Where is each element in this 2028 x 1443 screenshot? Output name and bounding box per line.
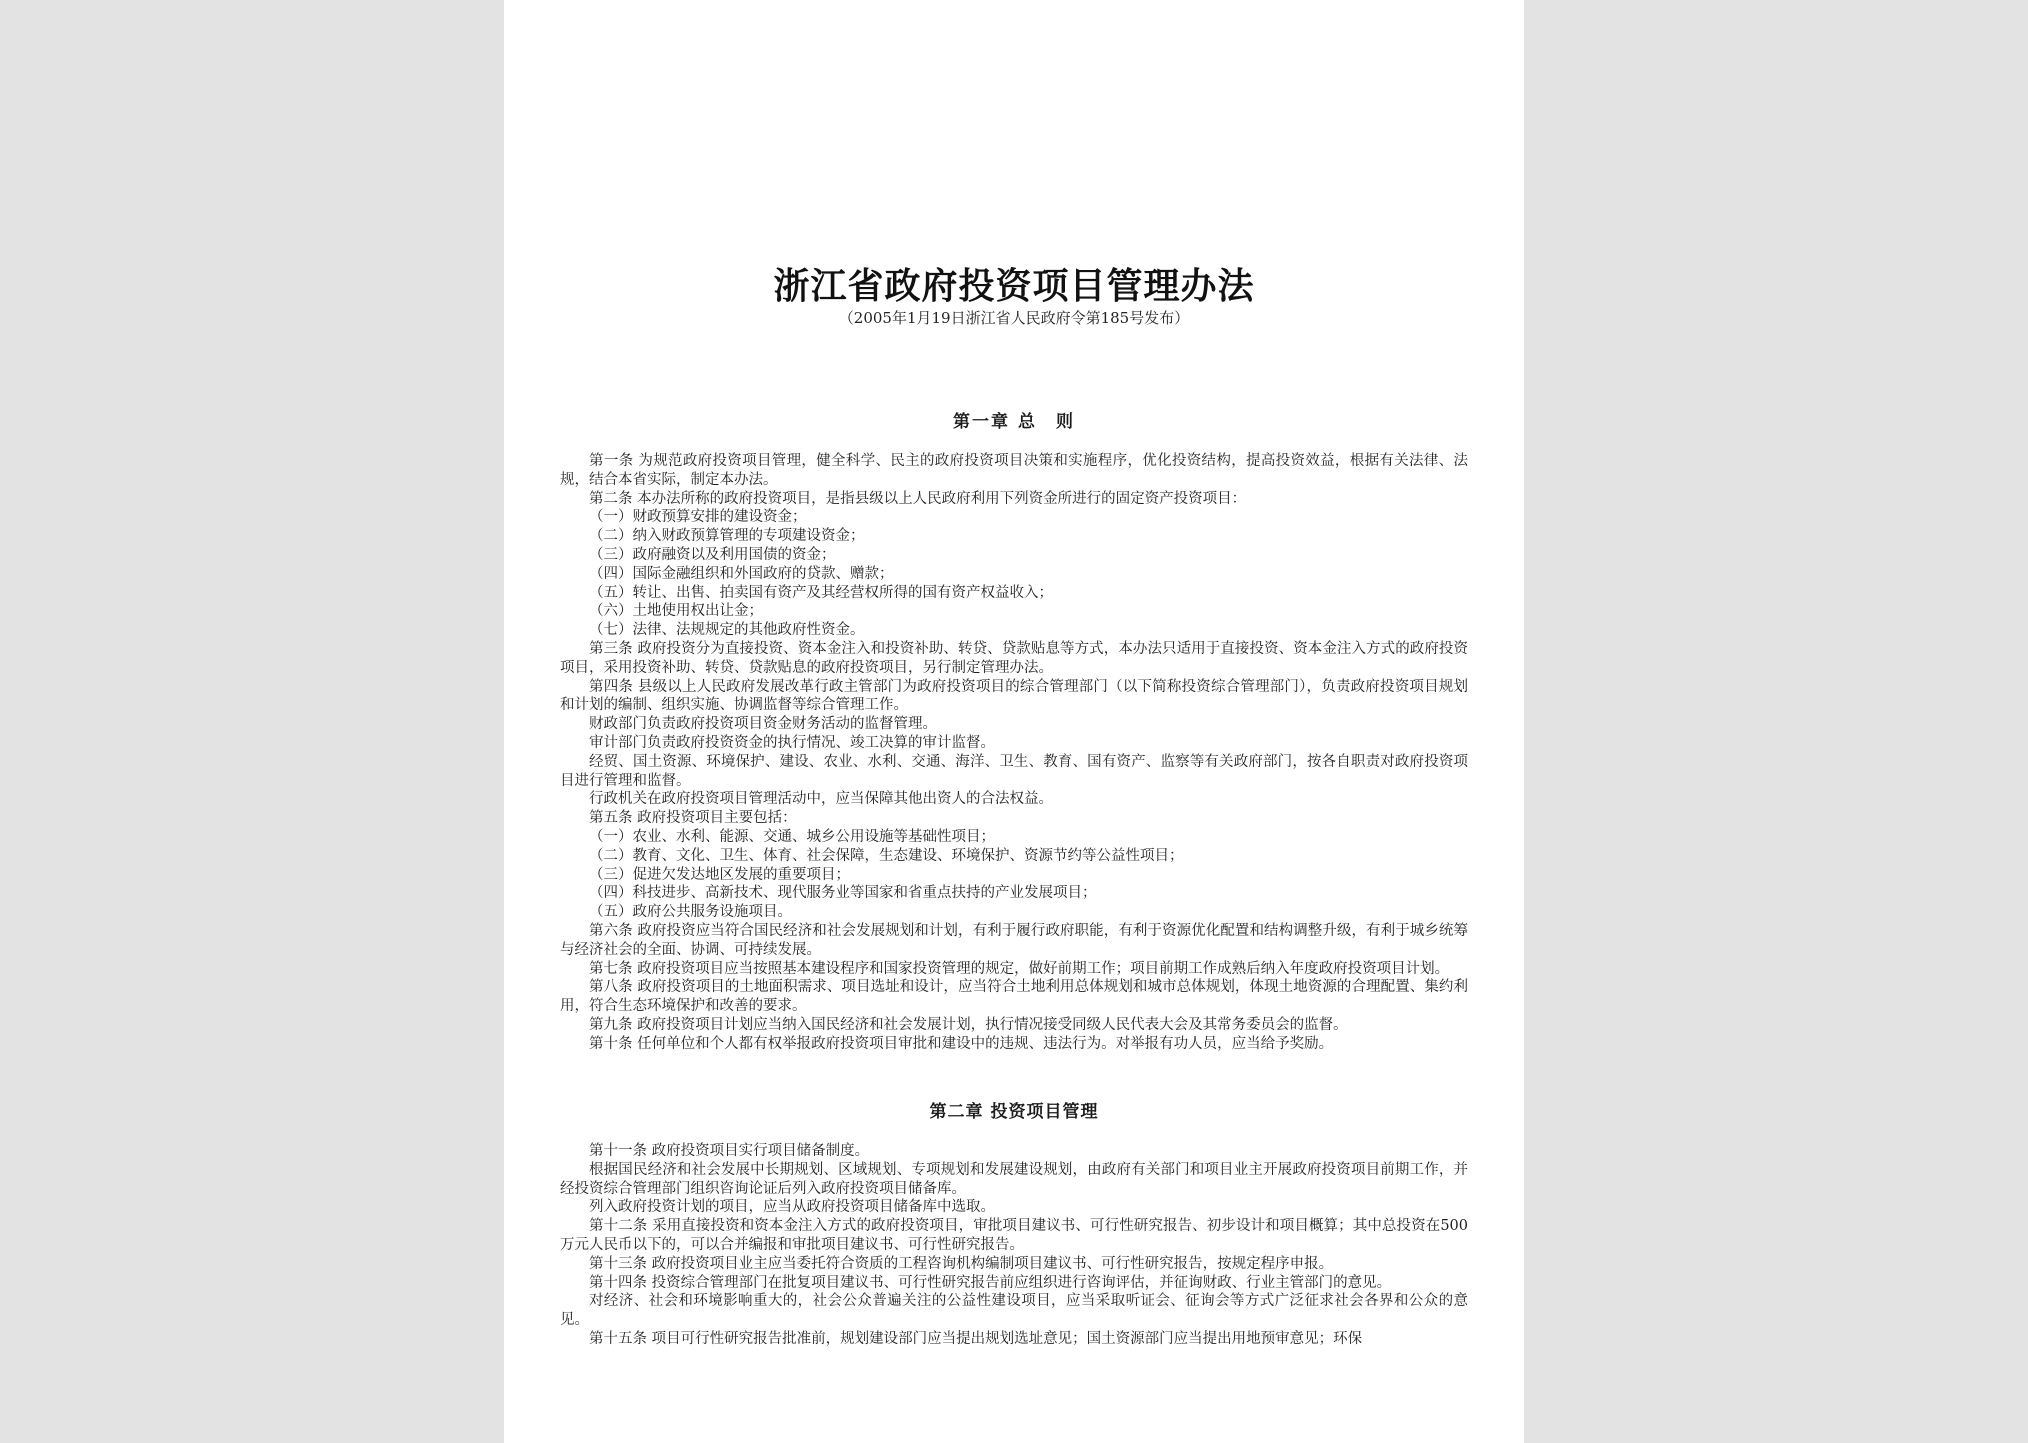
article-paragraph: 经贸、国土资源、环境保护、建设、农业、水利、交通、海洋、卫生、教育、国有资产、监察等有关政府部门，按各自职责对政府投资项目进行管理和监督。 [560, 753, 1468, 789]
article-paragraph: 第五条 政府投资项目主要包括： [589, 810, 797, 827]
article-paragraph: 第十四条 投资综合管理部门在批复项目建议书、可行性研究报告前应组织进行咨询评估，并征询财政、行业主管部门的意见。 [589, 1274, 1392, 1291]
article-paragraph: 列入政府投资计划的项目，应当从政府投资项目储备库中选取。 [589, 1199, 995, 1216]
article-paragraph: （六）土地使用权出让金； [589, 603, 763, 620]
article-paragraph: （七）法律、法规规定的其他政府性资金。 [589, 622, 865, 639]
article-paragraph: 第十二条 采用直接投资和资本金注入方式的政府投资项目，审批项目建议书、可行性研究报告、初步设计和项目概算；其中总投资在500万元人民币以下的，可以合并编报和审批项目建议书、可行性研究报告。 [560, 1218, 1468, 1253]
article-paragraph: 第一条 为规范政府投资项目管理，健全科学、民主的政府投资项目决策和实施程序，优化投资结构，提高投资效益，根据有关法律、法规，结合本省实际，制定本办法。 [560, 453, 1468, 488]
article-paragraph: 第十三条 政府投资项目业主应当委托符合资质的工程咨询机构编制项目建议书、可行性研究报告，按规定程序申报。 [589, 1255, 1334, 1272]
article-paragraph: 第十条 任何单位和个人都有权举报政府投资项目审批和建设中的违规、违法行为。对举报有功人员，应当给予奖励。 [589, 1035, 1334, 1052]
article-paragraph: （一）财政预算安排的建设资金； [589, 509, 807, 526]
article-paragraph: （三）政府融资以及利用国债的资金； [589, 546, 836, 563]
article-paragraph: （三）促进欠发达地区发展的重要项目； [589, 866, 850, 883]
article-paragraph: 第八条 政府投资项目的土地面积需求、项目选址和设计，应当符合土地利用总体规划和城市总体规划，体现土地资源的合理配置、集约利用，符合生态环境保护和改善的要求。 [560, 979, 1468, 1015]
document-title: 浙江省政府投资项目管理办法 [773, 265, 1255, 307]
article-paragraph: （二）纳入财政预算管理的专项建设资金； [589, 528, 865, 545]
article-paragraph: 对经济、社会和环境影响重大的，社会公众普遍关注的公益性建设项目，应当采取听证会、征询会等方式广泛征求社会各界和公众的意见。 [560, 1293, 1468, 1329]
chapter-body [560, 1142, 1468, 1349]
article-paragraph: 第十五条 项目可行性研究报告批准前，规划建设部门应当提出规划选址意见；国土资源部门应当提出用地预审意见；环保 [589, 1330, 1363, 1347]
article-paragraph: 第三条 政府投资分为直接投资、资本金注入和投资补助、转贷、贷款贴息等方式，本办法只适用于直接投资、资本金注入方式的政府投资项目，采用投资补助、转贷、贷款贴息的政府投资项目，另行制定管理办法。 [560, 640, 1468, 676]
article-paragraph: 第六条 政府投资应当符合国民经济和社会发展规划和计划，有利于履行政府职能，有利于资源优化配置和结构调整升级，有利于城乡统筹与经济社会的全面、协调、可持续发展。 [560, 922, 1468, 958]
article-paragraph: 根据国民经济和社会发展中长期规划、区域规划、专项规划和发展建设规划，由政府有关部门和项目业主开展政府投资项目前期工作，并经投资综合管理部门组织咨询论证后列入政府投资项目储备库。 [560, 1161, 1468, 1197]
article-paragraph: 第二条 本办法所称的政府投资项目，是指县级以上人民政府利用下列资金所进行的固定资产投资项目： [589, 490, 1247, 507]
article-paragraph: （二）教育、文化、卫生、体育、社会保障，生态建设、环境保护、资源节约等公益性项目； [589, 847, 1184, 864]
document-page [504, 0, 1524, 1443]
article-paragraph: 第九条 政府投资项目计划应当纳入国民经济和社会发展计划，执行情况接受同级人民代表大会及其常务委员会的监督。 [589, 1016, 1348, 1033]
article-paragraph: （五）政府公共服务设施项目。 [589, 904, 792, 921]
article-paragraph: 第十一条 政府投资项目实行项目储备制度。 [589, 1143, 870, 1159]
article-paragraph: 审计部门负责政府投资资金的执行情况、竣工决算的审计监督。 [589, 734, 995, 751]
article-paragraph: 行政机关在政府投资项目管理活动中，应当保障其他出资人的合法权益。 [589, 791, 1053, 808]
article-paragraph: 第七条 政府投资项目应当按照基本建设程序和国家投资管理的规定，做好前期工作；项目前期工作成熟后纳入年度政府投资项目计划。 [589, 960, 1450, 977]
article-paragraph: 财政部门负责政府投资项目资金财务活动的监督管理。 [589, 716, 937, 733]
chapter-heading: 第一章 总 则 [953, 412, 1075, 432]
document-subtitle: （2005年1月19日浙江省人民政府令第185号发布） [838, 309, 1190, 327]
chapter-body [560, 452, 1468, 1054]
chapter-heading: 第二章 投资项目管理 [929, 1102, 1099, 1122]
article-paragraph: （四）科技进步、高新技术、现代服务业等国家和省重点扶持的产业发展项目； [589, 885, 1097, 902]
article-paragraph: （四）国际金融组织和外国政府的贷款、赠款； [589, 565, 894, 582]
article-paragraph: （一）农业、水利、能源、交通、城乡公用设施等基础性项目； [589, 828, 995, 845]
article-paragraph: 第四条 县级以上人民政府发展改革行政主管部门为政府投资项目的综合管理部门（以下简称投资综合管理部门），负责政府投资项目规划和计划的编制、组织实施、协调监督等综合管理工作。 [560, 678, 1468, 714]
article-paragraph: （五）转让、出售、拍卖国有资产及其经营权所得的国有资产权益收入； [589, 584, 1053, 601]
